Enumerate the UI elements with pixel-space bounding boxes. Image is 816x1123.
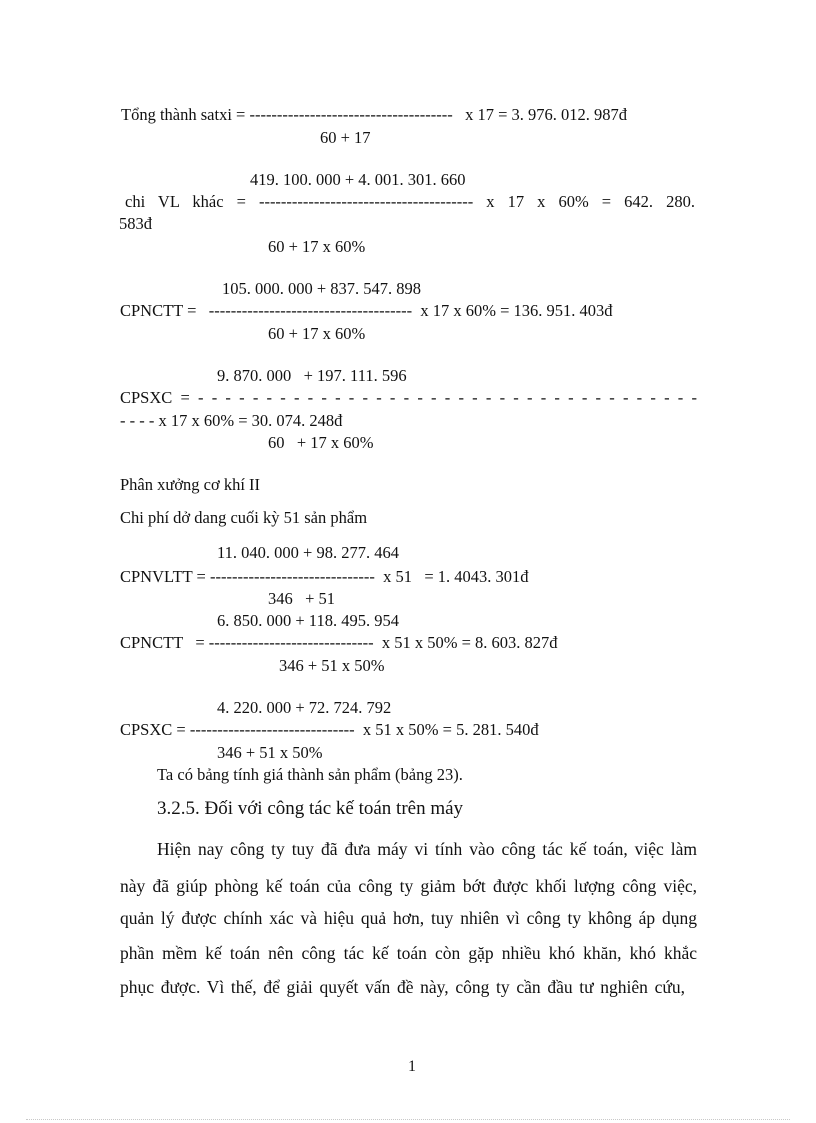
cpsxc-1-continuation: - - - - x 17 x 60% = 30. 074. 248đ xyxy=(120,411,343,430)
cpnctt-2-numerator: 6. 850. 000 + 118. 495. 954 xyxy=(217,611,399,630)
vl-khac-continuation: 583đ xyxy=(119,214,152,233)
vl-khac-formula-line: chi VL khác = --------------------------------------- x 17 x 60% = 642. 280. xyxy=(125,192,695,211)
page-bottom-divider xyxy=(26,1119,790,1120)
satxi-formula-line: Tổng thành satxi = ------------------------------------- x 17 = 3. 976. 012. 987đ xyxy=(121,105,628,124)
cpnctt-1-formula-line: CPNCTT = ------------------------------------- x 17 x 60% = 136. 951. 403đ xyxy=(120,301,613,320)
cpnctt-2-formula-line: CPNCTT = ------------------------------ x 51 x 50% = 8. 603. 827đ xyxy=(120,633,558,652)
cpsxc-2-numerator: 4. 220. 000 + 72. 724. 792 xyxy=(217,698,392,717)
cpnvltt-formula-line: CPNVLTT = ------------------------------ x 51 = 1. 4043. 301đ xyxy=(120,567,529,586)
cpsxc-1-denominator: 60 + 17 x 60% xyxy=(268,433,374,452)
cpnctt-2-denominator: 346 + 51 x 50% xyxy=(279,656,385,675)
cpsxc-1-formula-line: CPSXC = - - - - - - - - - - - - - - - - - - - - - - - - - - - - - - - - - - - - - xyxy=(120,388,697,407)
satxi-denominator: 60 + 17 xyxy=(320,128,371,147)
vl-khac-denominator: 60 + 17 x 60% xyxy=(268,237,366,256)
paragraph-line-1: Hiện nay công ty tuy đã đưa máy vi tính vào công tác kế toán, việc làm xyxy=(157,839,697,859)
section-heading: 3.2.5. Đối với công tác kế toán trên máy xyxy=(157,798,464,819)
cpnctt-1-denominator: 60 + 17 x 60% xyxy=(268,324,366,343)
cpnvltt-numerator: 11. 040. 000 + 98. 277. 464 xyxy=(217,543,399,562)
cpsxc-2-denominator: 346 + 51 x 50% xyxy=(217,743,323,762)
page-number: 1 xyxy=(408,1058,416,1075)
paragraph-line-4: phần mềm kế toán nên công tác kế toán còn gặp nhiều khó khăn, khó khắc xyxy=(120,943,697,963)
cpnvltt-denominator: 346 + 51 xyxy=(268,589,336,608)
paragraph-line-2: này đã giúp phòng kế toán của công ty giảm bớt được khối lượng công việc, xyxy=(120,876,697,896)
cost-intro: Chi phí dở dang cuối kỳ 51 sản phẩm xyxy=(120,508,368,527)
table-reference-note: Ta có bảng tính giá thành sản phẩm (bảng 23). xyxy=(157,765,463,784)
cpnctt-1-numerator: 105. 000. 000 + 837. 547. 898 xyxy=(222,279,422,298)
vl-khac-numerator: 419. 100. 000 + 4. 001. 301. 660 xyxy=(250,170,466,189)
cpsxc-2-formula-line: CPSXC = ------------------------------ x 51 x 50% = 5. 281. 540đ xyxy=(120,720,539,739)
paragraph-line-5: phục được. Vì thế, để giải quyết vấn đề này, công ty cần đầu tư nghiên cứu, xyxy=(120,977,685,997)
workshop-title: Phân xưởng cơ khí II xyxy=(120,475,261,494)
paragraph-line-3: quản lý được chính xác và hiệu quả hơn, tuy nhiên vì công ty không áp dụng xyxy=(120,908,697,928)
cpsxc-1-numerator: 9. 870. 000 + 197. 111. 596 xyxy=(217,366,407,385)
